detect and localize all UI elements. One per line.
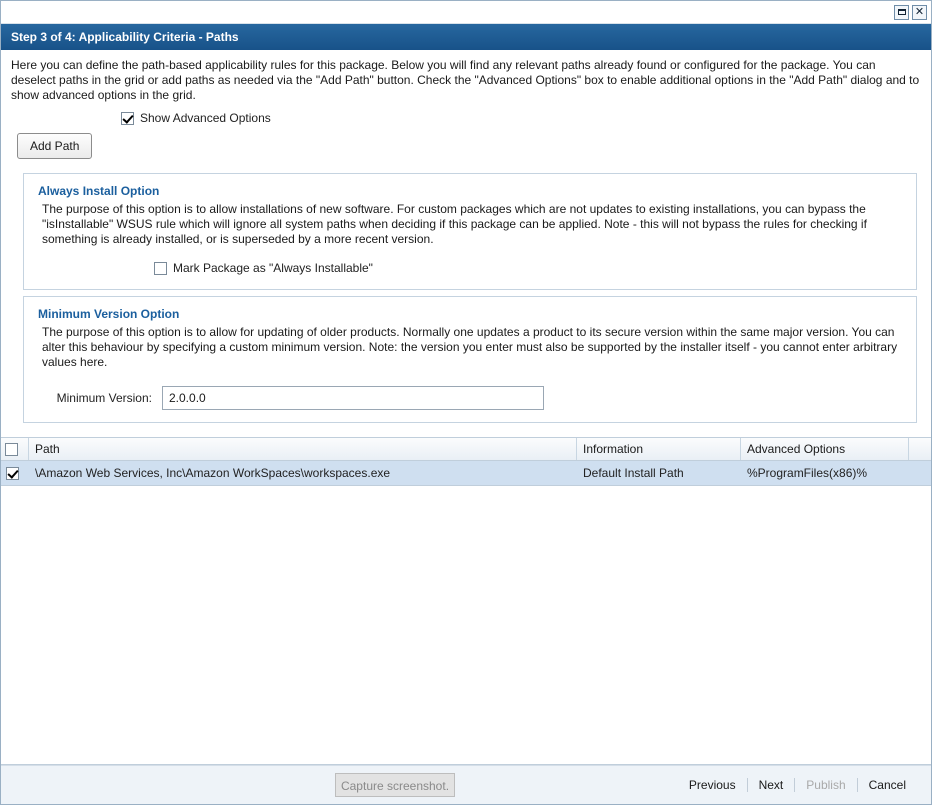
minimum-version-description: The purpose of this option is to allow for updating of older products. Normally one updates a product to its secure version within the same major version. You can alter this behaviour by specifying a custom minimum version. Note: the version you enter must also be supported by the installer itself - you cannot enter arbitrary values here. — [42, 325, 898, 369]
intro-text: Here you can define the path-based applicability rules for this package. Below you will find any relevant paths already found or configured for the package. You can deselect paths in the grid or add paths as needed via the "Add Path" button. Check the "Advanced Options" box to enable additional options in the "Add Path" dialog and to show advanced options in the grid. — [11, 58, 920, 102]
footer-bar — [1, 765, 931, 804]
paths-grid-body[interactable] — [1, 486, 931, 764]
next-button[interactable]: Next — [758, 778, 784, 792]
show-advanced-options-checkbox[interactable] — [121, 112, 134, 125]
minimum-version-title: Minimum Version Option — [38, 307, 180, 321]
row-information: Default Install Path — [583, 466, 684, 480]
page-title: Step 3 of 4: Applicability Criteria - Paths — [1, 24, 931, 50]
minimum-version-input[interactable] — [162, 386, 544, 410]
minimum-version-row — [34, 386, 906, 410]
always-install-title: Always Install Option — [38, 184, 160, 198]
title-bar — [1, 1, 931, 24]
show-advanced-options-label: Show Advanced Options — [140, 111, 271, 125]
capture-screenshot-button[interactable]: Capture screenshot. — [335, 773, 455, 797]
select-all-checkbox[interactable] — [5, 443, 18, 456]
always-installable-checkbox[interactable] — [154, 262, 167, 275]
previous-button[interactable]: Previous — [688, 778, 736, 792]
always-install-description: The purpose of this option is to allow installations of new software. For custom packages which are not updates to existing installations, you can bypass the "isInstallable" WSUS rule which will ignore all system paths when deciding if this package can be applied. Note - this will not bypass the rules for checking if something is already installed, or is superseded by a more recent version. — [42, 202, 867, 246]
show-advanced-options-row[interactable] — [1, 105, 931, 127]
always-installable-label: Mark Package as "Always Installable" — [173, 261, 373, 275]
footer-links — [678, 778, 931, 792]
row-select-checkbox[interactable] — [6, 467, 19, 480]
always-install-option-group — [23, 173, 917, 290]
row-advanced-options: %ProgramFiles(x86)% — [747, 466, 868, 480]
paths-grid-header — [1, 438, 931, 461]
paths-grid — [1, 437, 931, 765]
minimum-version-option-group — [23, 296, 917, 423]
column-header-filler — [909, 438, 931, 460]
add-path-button-row — [1, 127, 931, 167]
column-header-path[interactable]: Path — [29, 438, 577, 460]
minimum-version-label: Minimum Version: — [56, 391, 152, 405]
cancel-button[interactable]: Cancel — [868, 778, 906, 792]
column-header-information[interactable]: Information — [577, 438, 741, 460]
row-filler — [909, 461, 931, 485]
close-icon[interactable]: ✕ — [912, 5, 927, 20]
row-select-cell[interactable] — [1, 461, 29, 485]
restore-icon[interactable] — [894, 5, 909, 20]
row-path: \Amazon Web Services, Inc\Amazon WorkSpaces\workspaces.exe — [35, 466, 391, 480]
select-all-cell[interactable] — [1, 438, 29, 460]
column-header-advanced-options[interactable]: Advanced Options — [741, 438, 909, 460]
add-path-button[interactable]: Add Path — [17, 133, 92, 159]
always-installable-row[interactable] — [154, 261, 906, 275]
publish-button: Publish — [806, 778, 846, 792]
table-row[interactable] — [1, 461, 931, 486]
